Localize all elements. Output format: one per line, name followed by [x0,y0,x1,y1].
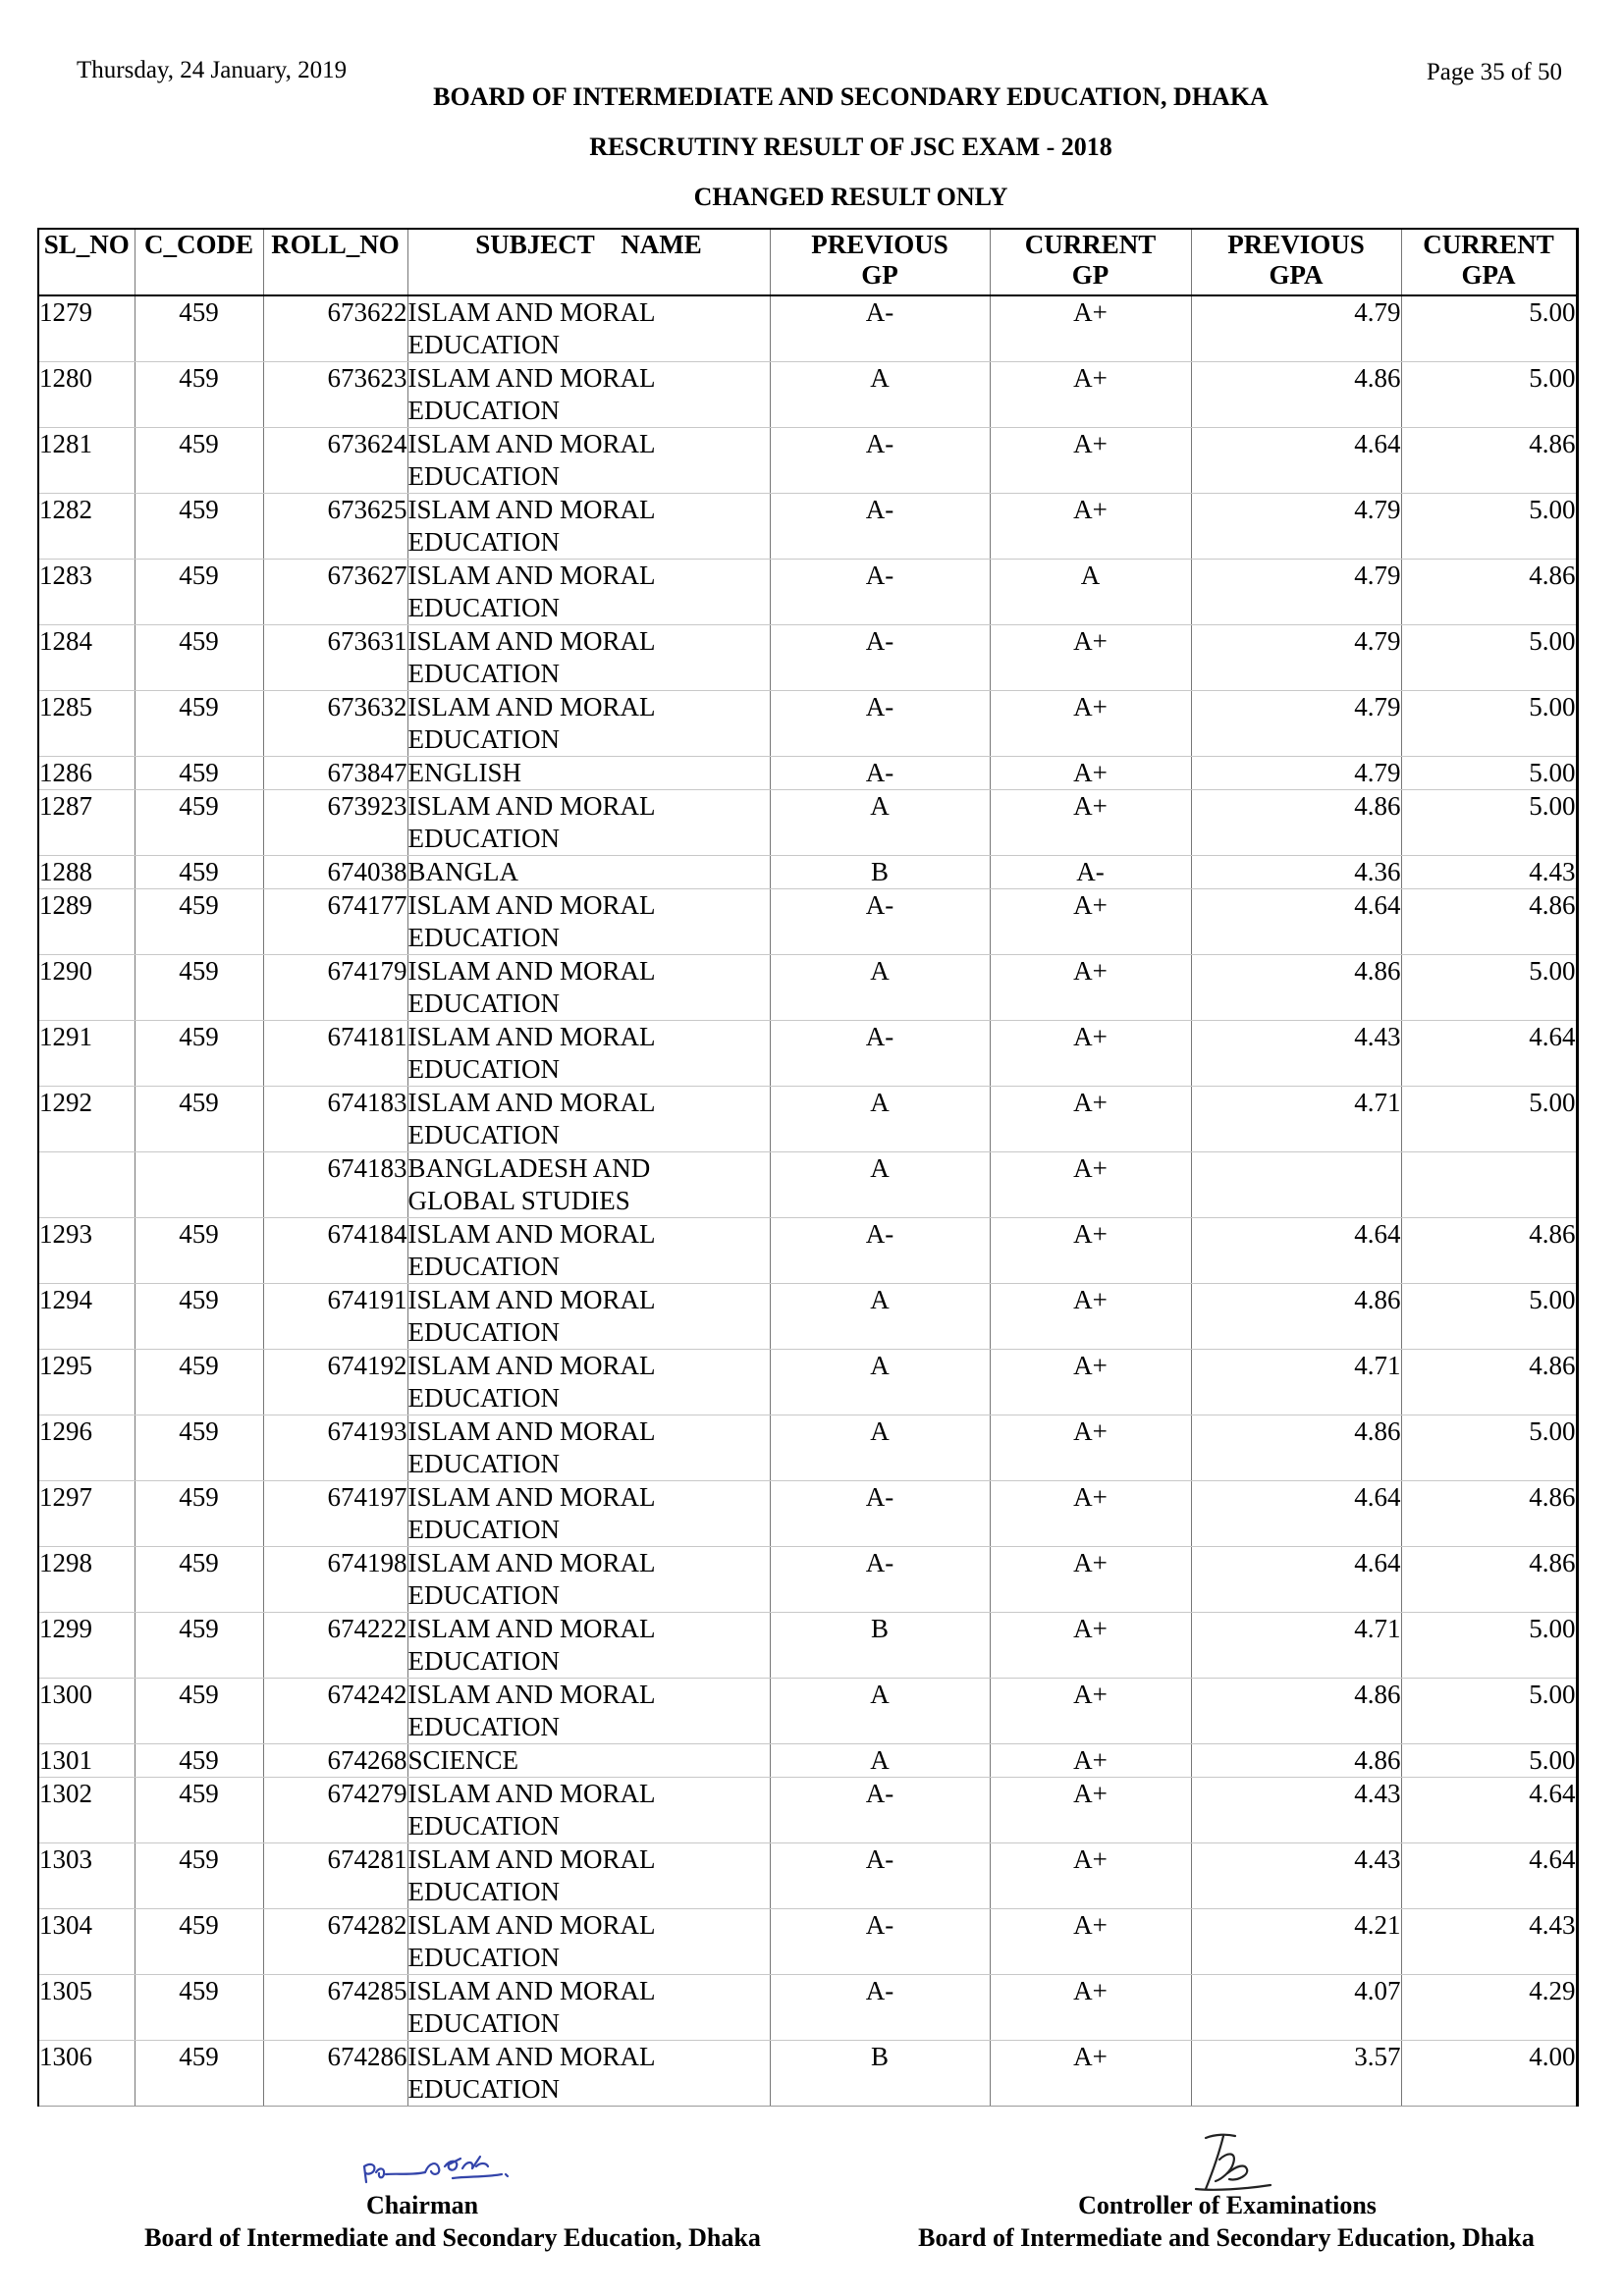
cell-c-code: 459 [135,625,263,691]
cell-c-code: 459 [135,1547,263,1613]
table-row [38,295,1577,362]
cell-c-code: 459 [135,955,263,1021]
cell-sl-no: 1304 [38,1909,135,1975]
table-row [38,1087,1577,1152]
cell-roll-no: 673623 [263,362,407,428]
cell-previous-gp: B [770,856,990,889]
cell-c-code: 459 [135,790,263,856]
cell-previous-gp: A [770,1415,990,1481]
table-row [38,757,1577,790]
cell-previous-gpa: 4.79 [1191,560,1401,625]
cell-current-gpa: 5.00 [1401,1744,1577,1778]
cell-previous-gpa: 4.43 [1191,1778,1401,1843]
cell-previous-gp: A- [770,691,990,757]
cell-subject-name: ISLAM AND MORAL EDUCATION [407,560,770,625]
table-row [38,955,1577,1021]
table-header-row [38,229,1577,295]
cell-c-code: 459 [135,1087,263,1152]
cell-sl-no: 1296 [38,1415,135,1481]
cell-roll-no: 673847 [263,757,407,790]
cell-previous-gp: A- [770,889,990,955]
cell-roll-no: 674177 [263,889,407,955]
cell-previous-gp: A- [770,757,990,790]
cell-current-gp: A+ [990,1909,1191,1975]
controller-organization: Board of Intermediate and Secondary Education, Dhaka [918,2223,1535,2252]
cell-subject-name: ISLAM AND MORAL EDUCATION [407,625,770,691]
cell-roll-no: 674179 [263,955,407,1021]
header-previous-gpa: PREVIOUS GPA [1191,229,1401,295]
table-row [38,1152,1577,1218]
cell-sl-no: 1303 [38,1843,135,1909]
cell-previous-gpa: 4.71 [1191,1087,1401,1152]
cell-current-gp: A+ [990,2041,1191,2107]
header-current-gp: CURRENT GP [990,229,1191,295]
cell-previous-gpa: 4.79 [1191,691,1401,757]
cell-current-gpa: 4.86 [1401,1218,1577,1284]
cell-c-code: 459 [135,1350,263,1415]
cell-current-gpa: 5.00 [1401,1284,1577,1350]
cell-subject-name: ISLAM AND MORAL EDUCATION [407,1218,770,1284]
cell-sl-no: 1291 [38,1021,135,1087]
cell-roll-no: 674198 [263,1547,407,1613]
table-row [38,691,1577,757]
cell-c-code: 459 [135,494,263,560]
cell-sl-no: 1295 [38,1350,135,1415]
cell-c-code: 459 [135,1613,263,1679]
cell-subject-name: ISLAM AND MORAL EDUCATION [407,1909,770,1975]
cell-current-gp: A+ [990,1679,1191,1744]
cell-previous-gp: A [770,955,990,1021]
cell-sl-no: 1280 [38,362,135,428]
chairman-title: Chairman [365,2191,479,2219]
cell-sl-no: 1301 [38,1744,135,1778]
cell-current-gp: A+ [990,757,1191,790]
cell-sl-no: 1300 [38,1679,135,1744]
cell-current-gpa: 5.00 [1401,625,1577,691]
table-row [38,1481,1577,1547]
cell-roll-no: 673632 [263,691,407,757]
cell-roll-no: 673625 [263,494,407,560]
cell-current-gpa: 4.00 [1401,2041,1577,2107]
cell-sl-no: 1288 [38,856,135,889]
document-title: RESCRUTINY RESULT OF JSC EXAM - 2018 [589,133,1112,161]
cell-current-gpa: 4.86 [1401,1350,1577,1415]
cell-roll-no: 673624 [263,428,407,494]
cell-previous-gp: A [770,1679,990,1744]
cell-sl-no: 1285 [38,691,135,757]
table-row [38,560,1577,625]
cell-roll-no: 674184 [263,1218,407,1284]
cell-c-code: 459 [135,1415,263,1481]
cell-previous-gpa: 4.64 [1191,1481,1401,1547]
cell-previous-gpa: 3.57 [1191,2041,1401,2107]
cell-previous-gp: A [770,1350,990,1415]
cell-previous-gpa [1191,1152,1401,1218]
cell-subject-name: ISLAM AND MORAL EDUCATION [407,1284,770,1350]
table-row [38,1284,1577,1350]
cell-subject-name: ISLAM AND MORAL EDUCATION [407,494,770,560]
cell-current-gp: A+ [990,295,1191,362]
cell-subject-name: ISLAM AND MORAL EDUCATION [407,1087,770,1152]
cell-sl-no [38,1152,135,1218]
cell-subject-name: ISLAM AND MORAL EDUCATION [407,889,770,955]
cell-roll-no: 674181 [263,1021,407,1087]
results-table [37,228,1579,2107]
cell-c-code: 459 [135,1021,263,1087]
cell-c-code: 459 [135,428,263,494]
cell-previous-gpa: 4.79 [1191,625,1401,691]
cell-current-gpa: 4.43 [1401,1909,1577,1975]
cell-previous-gp: A [770,1744,990,1778]
table-row [38,494,1577,560]
cell-previous-gp: A [770,790,990,856]
cell-previous-gpa: 4.86 [1191,362,1401,428]
cell-sl-no: 1294 [38,1284,135,1350]
cell-c-code: 459 [135,2041,263,2107]
header-c-code: C_CODE [135,229,263,295]
cell-current-gp: A+ [990,1778,1191,1843]
cell-roll-no: 674183 [263,1087,407,1152]
cell-current-gpa: 5.00 [1401,691,1577,757]
table-row [38,1909,1577,1975]
cell-current-gpa: 4.43 [1401,856,1577,889]
cell-previous-gpa: 4.86 [1191,1679,1401,1744]
cell-subject-name: ISLAM AND MORAL EDUCATION [407,295,770,362]
document-subtitle: CHANGED RESULT ONLY [693,183,1008,211]
cell-c-code: 459 [135,691,263,757]
cell-roll-no: 674191 [263,1284,407,1350]
table-row [38,889,1577,955]
cell-previous-gpa: 4.71 [1191,1613,1401,1679]
chairman-signature [358,2145,545,2189]
cell-current-gpa: 4.86 [1401,1481,1577,1547]
cell-roll-no: 674281 [263,1843,407,1909]
cell-previous-gp: A- [770,1778,990,1843]
cell-c-code: 459 [135,889,263,955]
cell-roll-no: 674279 [263,1778,407,1843]
cell-previous-gpa: 4.64 [1191,889,1401,955]
cell-current-gpa: 5.00 [1401,362,1577,428]
table-row [38,1415,1577,1481]
cell-sl-no: 1306 [38,2041,135,2107]
cell-roll-no: 673631 [263,625,407,691]
table-row [38,790,1577,856]
cell-previous-gp: A- [770,295,990,362]
cell-c-code: 459 [135,856,263,889]
cell-c-code: 459 [135,560,263,625]
cell-previous-gp: A [770,1152,990,1218]
cell-previous-gpa: 4.21 [1191,1909,1401,1975]
cell-previous-gp: A- [770,560,990,625]
cell-previous-gp: A- [770,1021,990,1087]
cell-current-gp: A+ [990,955,1191,1021]
cell-roll-no: 674192 [263,1350,407,1415]
cell-previous-gpa: 4.86 [1191,1744,1401,1778]
cell-sl-no: 1284 [38,625,135,691]
cell-roll-no: 674197 [263,1481,407,1547]
cell-roll-no: 674183 [263,1152,407,1218]
cell-subject-name: ISLAM AND MORAL EDUCATION [407,790,770,856]
cell-current-gpa: 5.00 [1401,1613,1577,1679]
cell-current-gpa: 4.64 [1401,1021,1577,1087]
cell-current-gp: A+ [990,1152,1191,1218]
cell-previous-gp: B [770,1613,990,1679]
cell-sl-no: 1282 [38,494,135,560]
header-subject-name: SUBJECT NAME [407,229,770,295]
cell-previous-gp: A- [770,625,990,691]
cell-sl-no: 1298 [38,1547,135,1613]
cell-c-code: 459 [135,1679,263,1744]
cell-roll-no: 674242 [263,1679,407,1744]
cell-previous-gpa: 4.64 [1191,1218,1401,1284]
cell-previous-gp: A- [770,1481,990,1547]
cell-sl-no: 1286 [38,757,135,790]
table-row [38,1744,1577,1778]
cell-current-gp: A+ [990,1613,1191,1679]
cell-current-gp: A+ [990,790,1191,856]
cell-current-gp: A+ [990,1087,1191,1152]
cell-current-gpa [1401,1152,1577,1218]
cell-subject-name: SCIENCE [407,1744,770,1778]
cell-roll-no: 674222 [263,1613,407,1679]
cell-c-code [135,1152,263,1218]
cell-previous-gpa: 4.86 [1191,1415,1401,1481]
cell-c-code: 459 [135,757,263,790]
cell-previous-gpa: 4.36 [1191,856,1401,889]
cell-current-gpa: 5.00 [1401,790,1577,856]
cell-current-gp: A+ [990,1415,1191,1481]
cell-subject-name: ENGLISH [407,757,770,790]
cell-current-gpa: 5.00 [1401,1679,1577,1744]
cell-roll-no: 674286 [263,2041,407,2107]
cell-current-gpa: 5.00 [1401,295,1577,362]
cell-previous-gpa: 4.79 [1191,295,1401,362]
cell-subject-name: ISLAM AND MORAL EDUCATION [407,2041,770,2107]
cell-sl-no: 1289 [38,889,135,955]
cell-previous-gpa: 4.07 [1191,1975,1401,2041]
table-row [38,1021,1577,1087]
chairman-organization: Board of Intermediate and Secondary Education, Dhaka [144,2223,761,2252]
cell-roll-no: 673627 [263,560,407,625]
cell-current-gpa: 4.64 [1401,1778,1577,1843]
cell-previous-gpa: 4.86 [1191,1284,1401,1350]
cell-current-gpa: 5.00 [1401,1415,1577,1481]
controller-title: Controller of Examinations [1078,2191,1377,2219]
cell-c-code: 459 [135,1284,263,1350]
table-row [38,1350,1577,1415]
page-number: Page 35 of 50 [1426,59,1562,85]
table-row [38,1778,1577,1843]
cell-current-gp: A+ [990,1350,1191,1415]
cell-current-gpa: 5.00 [1401,955,1577,1021]
cell-current-gp: A+ [990,625,1191,691]
cell-current-gpa: 4.86 [1401,560,1577,625]
cell-previous-gpa: 4.43 [1191,1843,1401,1909]
cell-previous-gpa: 4.43 [1191,1021,1401,1087]
board-name: BOARD OF INTERMEDIATE AND SECONDARY EDUCATION, DHAKA [433,82,1269,111]
cell-c-code: 459 [135,1218,263,1284]
cell-current-gp: A+ [990,428,1191,494]
table-row [38,2041,1577,2107]
table-row [38,1975,1577,2041]
cell-subject-name: BANGLA [407,856,770,889]
cell-previous-gp: A- [770,1218,990,1284]
cell-current-gp: A+ [990,1481,1191,1547]
cell-subject-name: ISLAM AND MORAL EDUCATION [407,1415,770,1481]
cell-sl-no: 1293 [38,1218,135,1284]
cell-current-gpa: 5.00 [1401,494,1577,560]
cell-previous-gpa: 4.64 [1191,428,1401,494]
cell-roll-no: 674038 [263,856,407,889]
table-row [38,625,1577,691]
cell-current-gp: A+ [990,889,1191,955]
cell-subject-name: ISLAM AND MORAL EDUCATION [407,691,770,757]
cell-c-code: 459 [135,1975,263,2041]
cell-subject-name: ISLAM AND MORAL EDUCATION [407,362,770,428]
cell-current-gpa: 4.86 [1401,889,1577,955]
cell-previous-gpa: 4.64 [1191,1547,1401,1613]
cell-sl-no: 1292 [38,1087,135,1152]
cell-current-gp: A+ [990,1218,1191,1284]
cell-subject-name: ISLAM AND MORAL EDUCATION [407,1350,770,1415]
cell-previous-gp: A [770,1284,990,1350]
cell-current-gp: A+ [990,691,1191,757]
cell-sl-no: 1281 [38,428,135,494]
cell-roll-no: 673622 [263,295,407,362]
cell-sl-no: 1287 [38,790,135,856]
cell-current-gpa: 4.86 [1401,1547,1577,1613]
cell-subject-name: BANGLADESH AND GLOBAL STUDIES [407,1152,770,1218]
cell-subject-name: ISLAM AND MORAL EDUCATION [407,428,770,494]
table-row [38,428,1577,494]
cell-previous-gp: A- [770,1909,990,1975]
cell-c-code: 459 [135,1909,263,1975]
cell-subject-name: ISLAM AND MORAL EDUCATION [407,1679,770,1744]
table-row [38,1218,1577,1284]
cell-subject-name: ISLAM AND MORAL EDUCATION [407,1481,770,1547]
cell-sl-no: 1302 [38,1778,135,1843]
table-row [38,1843,1577,1909]
table-body [38,295,1577,2107]
cell-previous-gpa: 4.79 [1191,757,1401,790]
cell-sl-no: 1290 [38,955,135,1021]
cell-previous-gpa: 4.79 [1191,494,1401,560]
table-row [38,362,1577,428]
table-row [38,1613,1577,1679]
cell-sl-no: 1299 [38,1613,135,1679]
cell-c-code: 459 [135,1843,263,1909]
cell-current-gp: A+ [990,1284,1191,1350]
cell-sl-no: 1279 [38,295,135,362]
cell-current-gpa: 5.00 [1401,1087,1577,1152]
cell-current-gp: A [990,560,1191,625]
cell-previous-gp: A [770,1087,990,1152]
table-row [38,1547,1577,1613]
cell-subject-name: ISLAM AND MORAL EDUCATION [407,1613,770,1679]
header-previous-gp: PREVIOUS GP [770,229,990,295]
cell-current-gp: A+ [990,1547,1191,1613]
cell-current-gpa: 4.64 [1401,1843,1577,1909]
cell-c-code: 459 [135,1744,263,1778]
header-sl-no: SL_NO [38,229,135,295]
cell-current-gpa: 5.00 [1401,757,1577,790]
cell-c-code: 459 [135,362,263,428]
cell-roll-no: 674282 [263,1909,407,1975]
cell-sl-no: 1305 [38,1975,135,2041]
table-row [38,856,1577,889]
header-roll-no: ROLL_NO [263,229,407,295]
cell-subject-name: ISLAM AND MORAL EDUCATION [407,1975,770,2041]
cell-subject-name: ISLAM AND MORAL EDUCATION [407,955,770,1021]
cell-current-gpa: 4.86 [1401,428,1577,494]
cell-current-gp: A+ [990,362,1191,428]
cell-previous-gpa: 4.86 [1191,955,1401,1021]
cell-current-gp: A+ [990,1744,1191,1778]
cell-current-gp: A+ [990,1843,1191,1909]
cell-subject-name: ISLAM AND MORAL EDUCATION [407,1547,770,1613]
cell-c-code: 459 [135,1481,263,1547]
cell-roll-no: 674193 [263,1415,407,1481]
cell-previous-gpa: 4.71 [1191,1350,1401,1415]
cell-subject-name: ISLAM AND MORAL EDUCATION [407,1778,770,1843]
cell-current-gp: A+ [990,494,1191,560]
cell-previous-gp: A- [770,494,990,560]
cell-sl-no: 1297 [38,1481,135,1547]
cell-subject-name: ISLAM AND MORAL EDUCATION [407,1843,770,1909]
cell-previous-gp: A [770,362,990,428]
cell-c-code: 459 [135,295,263,362]
table-row [38,1679,1577,1744]
cell-previous-gp: A- [770,1547,990,1613]
cell-roll-no: 674285 [263,1975,407,2041]
cell-previous-gpa: 4.86 [1191,790,1401,856]
cell-current-gp: A+ [990,1975,1191,2041]
cell-sl-no: 1283 [38,560,135,625]
cell-previous-gp: A- [770,428,990,494]
cell-roll-no: 674268 [263,1744,407,1778]
cell-previous-gp: B [770,2041,990,2107]
header-current-gpa: CURRENT GPA [1401,229,1577,295]
cell-subject-name: ISLAM AND MORAL EDUCATION [407,1021,770,1087]
cell-current-gp: A+ [990,1021,1191,1087]
cell-current-gp: A- [990,856,1191,889]
cell-c-code: 459 [135,1778,263,1843]
cell-previous-gp: A- [770,1843,990,1909]
controller-signature [1176,2130,1284,2197]
print-date: Thursday, 24 January, 2019 [77,57,348,83]
cell-previous-gp: A- [770,1975,990,2041]
cell-current-gpa: 4.29 [1401,1975,1577,2041]
cell-roll-no: 673923 [263,790,407,856]
